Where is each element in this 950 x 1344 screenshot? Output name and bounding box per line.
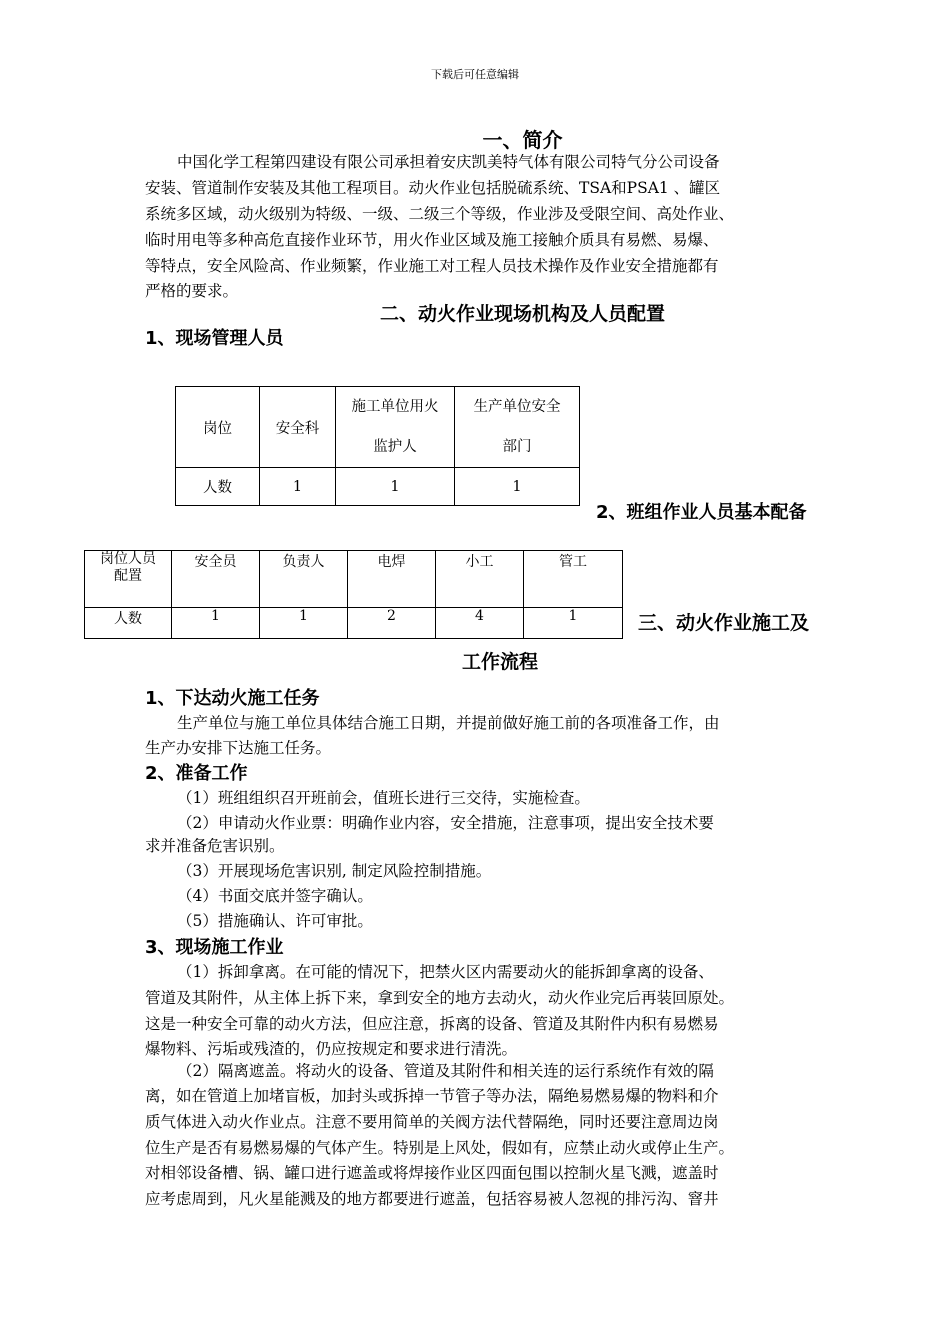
page-header-note: 下载后可任意编辑 <box>431 68 519 81</box>
table1-header-fire-guard: 施工单位用火 监护人 <box>336 387 455 468</box>
intro-line-5: 等特点，安全风险高、作业频繁，作业施工对工程人员技术操作及作业安全措施都有 <box>145 257 719 275</box>
intro-line-3: 系统多区域，动火级别为特级、一级、二级三个等级，作业涉及受限空间、高处作业、 <box>145 205 735 223</box>
table2-cell: 1 <box>524 608 623 639</box>
s3-line-8: 位生产是否有易燃易爆的气体产生。特别是上风处，假如有，应禁止动火或停止生产。 <box>145 1139 735 1157</box>
intro-line-1: 中国化学工程第四建设有限公司承担着安庆凯美特气体有限公司特气分公司设备 <box>177 153 720 171</box>
s3-line-5: （2）隔离遮盖。将动火的设备、管道及其附件和相关连的运行系统作有效的隔 <box>177 1062 714 1080</box>
table1-row-label: 人数 <box>176 468 260 506</box>
s3-line-7: 质气体进入动火作业点。注意不要用简单的关阀方法代替隔绝，同时还要注意周边岗 <box>145 1113 719 1131</box>
table2-header-welder: 电焊 <box>348 551 436 608</box>
intro-line-4: 临时用电等多种高危直接作业环节，用火作业区域及施工接触介质具有易燃、易爆、 <box>145 231 719 249</box>
prep-item-3: （3）开展现场危害识别, 制定风险控制措施。 <box>177 862 492 880</box>
table1-header-post: 岗位 <box>176 387 260 468</box>
section-1-title: 一、简介 <box>482 128 563 152</box>
subsection-2-2-title: 2、班组作业人员基本配备 <box>596 502 807 523</box>
table2-header-safety-officer: 安全员 <box>172 551 260 608</box>
s3-line-10: 应考虑周到，凡火星能溅及的地方都要进行遮盖，包括容易被人忽视的排污沟、窨井 <box>145 1190 719 1208</box>
table2-header-helper: 小工 <box>436 551 524 608</box>
table2-row-label: 人数 <box>85 608 172 639</box>
table2-cell: 2 <box>348 608 436 639</box>
table1-cell: 1 <box>260 468 336 506</box>
table1-cell: 1 <box>455 468 580 506</box>
prep-item-5: （5）措施确认、许可审批。 <box>177 912 373 930</box>
intro-line-2: 安装、管道制作安装及其他工程项目。动火作业包括脱硫系统、TSA和PSA1 、罐区 <box>145 179 721 197</box>
table2-header-pipefitter: 管工 <box>524 551 623 608</box>
subsection-3-2-title: 2、准备工作 <box>145 763 248 784</box>
table2-cell: 1 <box>260 608 348 639</box>
s3-line-2: 管道及其附件，从主体上拆下来，拿到安全的地方去动火，动火作业完后再装回原处。 <box>145 989 735 1007</box>
s3-line-9: 对相邻设备槽、锅、罐口进行遮盖或将焊接作业区四面包围以控制火星飞溅，遮盖时 <box>145 1164 719 1182</box>
section-3-title-part2: 工作流程 <box>461 651 538 673</box>
s3-line-6: 离，如在管道上加堵盲板，加封头或拆掉一节管子等办法，隔绝易燃易爆的物料和介 <box>145 1087 719 1105</box>
s1-line-1: 生产单位与施工单位具体结合施工日期，并提前做好施工前的各项准备工作，由 <box>177 714 720 732</box>
prep-item-2: （2）申请动火作业票：明确作业内容，安全措施，注意事项，提出安全技术要 <box>177 814 714 832</box>
subsection-2-1-title: 1、现场管理人员 <box>145 328 284 349</box>
section-3-title-part1: 三、动火作业施工及 <box>638 612 810 634</box>
table1-cell: 1 <box>336 468 455 506</box>
s3-line-1: （1）拆卸拿离。在可能的情况下，把禁火区内需要动火的能拆卸拿离的设备、 <box>177 963 714 981</box>
prep-item-1: （1）班组组织召开班前会，值班长进行三交待，实施检查。 <box>177 789 590 807</box>
prep-item-2-cont: 求并准备危害识别。 <box>145 837 285 855</box>
prep-item-4: （4）书面交底并签字确认。 <box>177 887 373 905</box>
team-staff-table <box>84 550 623 639</box>
table1-header-production-safety: 生产单位安全 部门 <box>455 387 580 468</box>
section-2-title: 二、动火作业现场机构及人员配置 <box>379 303 665 325</box>
s3-line-3: 这是一种安全可靠的动火方法，但应注意，拆离的设备、管道及其附件内积有易燃易 <box>145 1015 719 1033</box>
table1-header-safety: 安全科 <box>260 387 336 468</box>
table2-cell: 4 <box>436 608 524 639</box>
table2-header-post: 岗位人员 配置 <box>85 551 172 608</box>
management-staff-table <box>175 386 580 506</box>
intro-line-6: 严格的要求。 <box>145 282 239 300</box>
s1-line-2: 生产办安排下达施工任务。 <box>145 739 332 757</box>
table2-cell: 1 <box>172 608 260 639</box>
table2-header-leader: 负责人 <box>260 551 348 608</box>
s3-line-4: 爆物料、污垢或残渣的，仍应按规定和要求进行清洗。 <box>145 1040 518 1058</box>
subsection-3-3-title: 3、现场施工作业 <box>145 937 284 958</box>
subsection-3-1-title: 1、下达动火施工任务 <box>145 688 320 709</box>
